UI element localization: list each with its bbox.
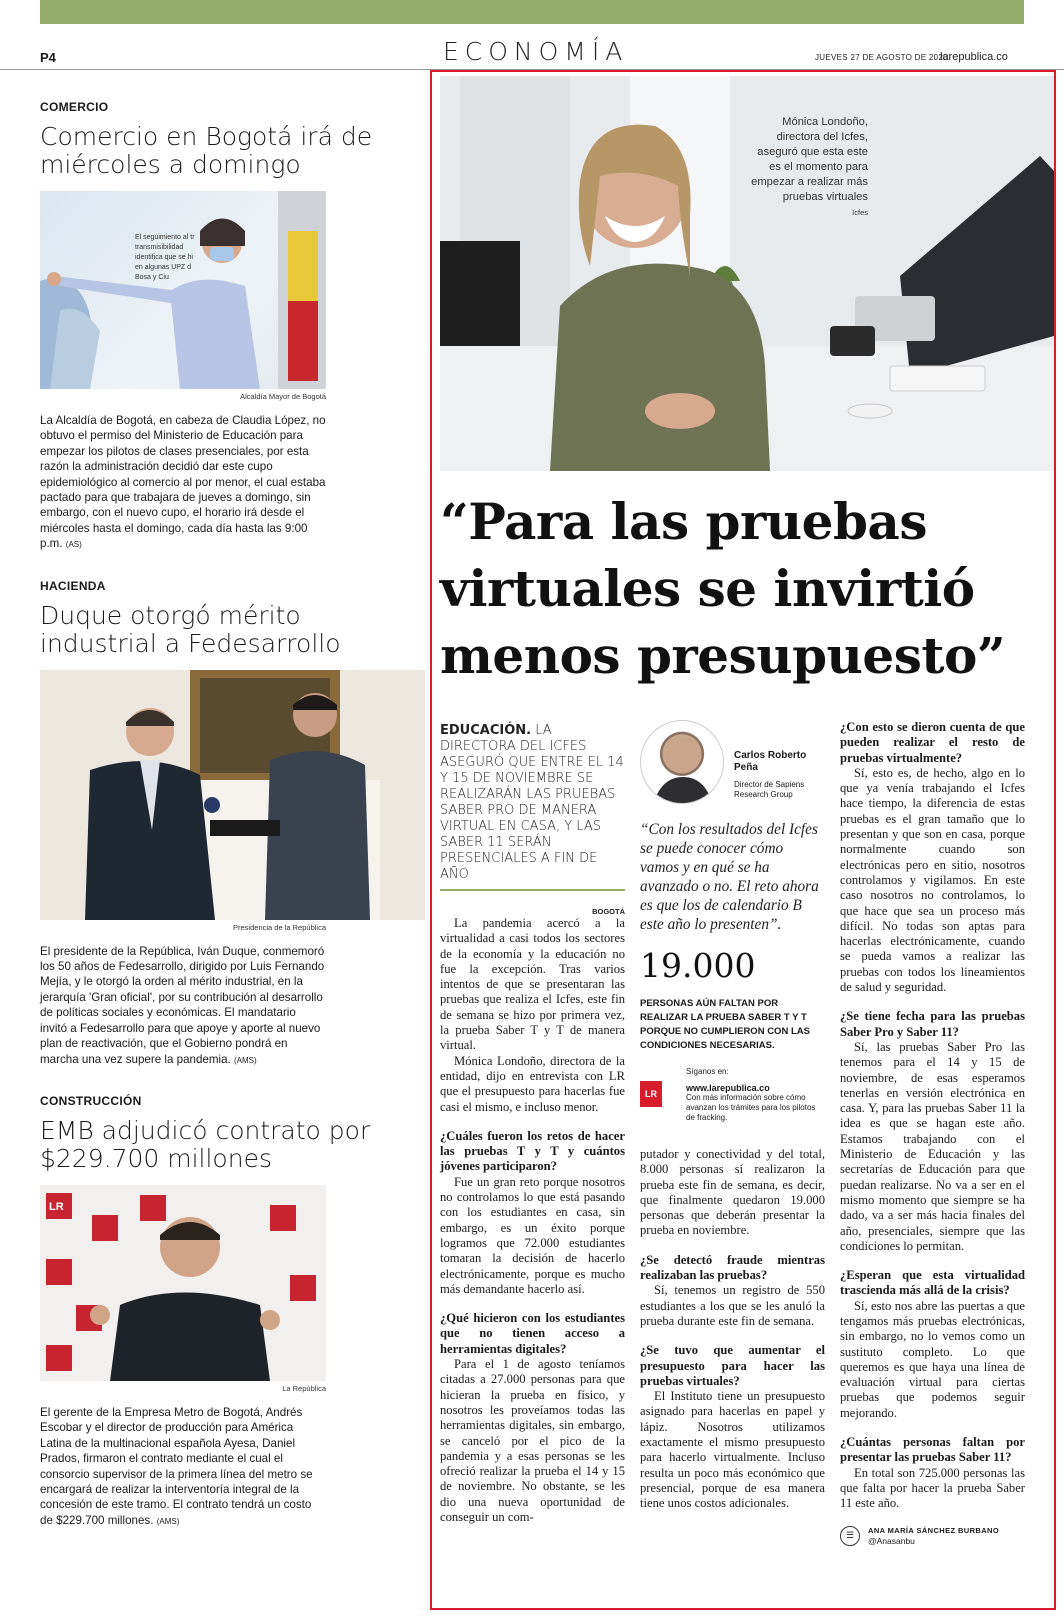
page-number: P4	[40, 50, 56, 65]
dateline-city: BOGOTÁ	[592, 907, 625, 916]
brief-headline: EMB adjudicó contrato por $229.700 millones	[40, 1115, 371, 1173]
hero-caption: Mónica Londoño, directora del Icfes, aseguró que esta este es el momento para empezar a realizar más pruebas virtuales Icfes	[748, 115, 868, 220]
photo-credit: Alcaldía Mayor de Bogotá	[240, 392, 326, 401]
site-url[interactable]: larepublica.co	[940, 51, 1008, 63]
stat-text: PERSONAS AÚN FALTAN POR REALIZAR LA PRUEBA SABER T Y T PORQUE NO CUMPLIERON CON LAS CONDICIONES NECESARIAS.	[640, 998, 810, 1051]
stat-number: 19.000	[640, 946, 756, 985]
interview-question: ¿Esperan que esta virtualidad trascienda más allá de la crisis?	[840, 1268, 1025, 1298]
brief-hacienda	[40, 579, 425, 1068]
interview-question: ¿Se tuvo que aumentar el presupuesto para hacer las pruebas virtuales?	[640, 1343, 825, 1388]
issue-date: JUEVES 27 DE AGOSTO DE 2020	[815, 53, 948, 62]
article-column-1	[440, 723, 625, 1525]
mayor-illustration	[40, 191, 326, 389]
interview-answer: El Instituto tiene un presupuesto asignado para hacerlas en papel y lápiz. Nosotros utilizamos exactamente el mismo presupuesto para hacerlo virtualmente. Incluso resulta un poco más económico que presencial, porque de esa manera tiene unos costos adicionales.	[640, 1389, 825, 1511]
top-color-bar	[40, 0, 1024, 24]
svg-text:Bosa y Ciu: Bosa y Ciu	[135, 274, 169, 281]
brief-body: El presidente de la República, Iván Duque, conmemoró los 50 años de Fedesarrollo, dirigido por Luis Fernando Mejía, y le otorgó la orden al mérito industrial, en la jerarquía 'Gran oficial', por su contribución al desarrollo de políticas sociales y económicas. El mandatario invitó a Fedesarrollo para que apoye y aporte al nuevo plan de reactivación, que el Gobierno pondrá en marcha una vez supere la pandemia. (AMS)	[40, 944, 325, 1066]
interview-question: ¿Se detectó fraude mientras realizaban las pruebas?	[640, 1252, 825, 1283]
map-screen-text: El seguimiento al tr	[135, 234, 195, 241]
interview-answer: Sí, esto nos abre las puertas a que tengamos más pruebas electrónicas, sin embargo, no lo vemos como un sustituto completo. Lo que queremos es que haya una línea de evaluación virtual para ciertas pruebas que podemos seguir mejorando.	[840, 1298, 1025, 1420]
expert-quote: “Con los resultados del Icfes se puede conocer cómo vamos y en qué se ha avanzado o no. El reto ahora es que los de calendario B este año lo presenten”.	[640, 821, 819, 933]
expert-name: Carlos Roberto Peña Director de Sapiens Research Group	[734, 750, 825, 800]
interview-answer: Sí, tenemos un registro de 550 estudiantes a los que se les anuló la prueba durante este fin de semana.	[640, 1283, 825, 1328]
expert-role: Director de Sapiens Research Group	[734, 780, 805, 799]
article-deck	[440, 723, 625, 891]
duque-award-photo	[40, 670, 425, 920]
follow-label: Síganos en:	[686, 1067, 729, 1076]
author-byline	[840, 1526, 1025, 1546]
comment-icon: ☰	[840, 1526, 860, 1546]
svg-text:transmisibilidad: transmisibilidad	[135, 244, 184, 251]
article-column-3	[840, 720, 1025, 1546]
author-handle[interactable]: @Anasanbu	[868, 1535, 915, 1546]
brief-construccion	[40, 1094, 425, 1529]
brief-headline: Comercio en Bogotá irá de miércoles a domingo	[40, 122, 373, 179]
follow-text	[686, 1067, 825, 1123]
svg-text:identifica que se hi: identifica que se hi	[135, 254, 193, 261]
svg-text:en algunas UPZ d: en algunas UPZ d	[135, 264, 192, 271]
hero-caption-credit: Icfes	[852, 208, 868, 217]
section-title: ECONOMÍA	[443, 37, 629, 66]
article-body-3	[840, 720, 1025, 1512]
award-illustration	[40, 670, 425, 920]
article-body-2	[640, 1147, 825, 1512]
brief-headline: Duque otorgó mérito industrial a Fedesarrollo	[40, 600, 341, 658]
interview-answer: putador y conectividad y del total, 8.000 personas sí realizaron la prueba este fin de semana, es decir, que finalmente quedaron 19.000 personas que deberán presentar la prueba en noviembre.	[640, 1147, 825, 1238]
brief-body: El gerente de la Empresa Metro de Bogotá, Andrés Escobar y el director de producción para América Latina de la multinacional española Ayesa, Daniel Prados, firmaron el contrato mediante el cual el consorcio supervisor de la primera línea del metro se encargará de realizar la interventoría integral de la concesión de este tramo. El contrato tendrá un costo de $229.700 millones. (AMS)	[40, 1405, 313, 1527]
expert-box	[640, 720, 825, 804]
mayor-photo	[40, 191, 326, 389]
lr-backdrop-illustration	[40, 1185, 326, 1381]
photo-credit: Presidencia de la República	[233, 922, 326, 932]
lr-logo-icon: LR	[640, 1081, 662, 1107]
author-name: ANA MARÍA SÁNCHEZ BURBANO @Anasanbu	[868, 1525, 1000, 1546]
follow-note: Con más información sobre cómo avanzan los trámites para los pilotos de fracking.	[686, 1093, 816, 1122]
emb-manager-photo	[40, 1185, 326, 1381]
photo-credit: La República	[282, 1383, 326, 1393]
interview-question: ¿Se tiene fecha para las pruebas Saber Pro y Saber 11?	[840, 1009, 1025, 1039]
interview-answer: Sí, las pruebas Saber Pro las tenemos para el 14 y 15 de noviembre, de esas esperamos tenerlas en versión electrónica en casa. Y, para las pruebas Saber 11 la idea es que se hagan este año. Estamos trabajando con el Ministerio de Educación y las secretarías de Educación para que puedan realizarse. No va a ser en el mismo momento que siempre se ha dado, va a ser más hacia finales del año, presenciales, siempre que las condiciones lo permitan.	[840, 1039, 1025, 1253]
deck-kicker: EDUCACIÓN.	[440, 723, 532, 738]
deck-text: LA DIRECTORA DEL ICFES ASEGURÓ QUE ENTRE EL 14 Y 15 DE NOVIEMBRE SE REALIZARÁN LAS PRUEBAS SABER PRO DE MANERA VIRTUAL EN CASA, Y LAS SABER 11 SERÁN PRESENCIALES A FIN DE AÑO	[440, 723, 624, 882]
interview-question: ¿Con esto se dieron cuenta de que pueden realizar el resto de pruebas virtualmente?	[840, 720, 1025, 765]
interview-answer: En total son 725.000 personas las que falta por hacer la prueba Saber 11 este año.	[840, 1465, 1025, 1511]
brief-kicker: COMERCIO	[40, 100, 109, 114]
brief-comercio	[40, 100, 425, 553]
interview-answer: Sí, esto es, de hecho, algo en lo que ya venía trabajando el Icfes hace tiempo, la diferencia de estas pruebas es el gran tamaño que lo presentan y que son en casa, porque normalmente cuando son electrónicas pero en sitio, nosotros controlamos y vigilamos. En este caso nosotros no controlamos, lo que hace que sea un proceso más difícil. No todas son aptas para hacerlas electrónicamente, cuando se pueda vamos a realizar las pruebas con todos los lineamientos de salud y seguridad.	[840, 765, 1025, 995]
lr-logo-text: LR	[49, 1200, 64, 1213]
paragraph: Mónica Londoño, directora de la entidad, dijo en entrevista con LR que el presupuesto para hacerlas fue casi el mismo, e incluso menor.	[440, 1053, 625, 1114]
interview-question: ¿Qué hicieron con los estudiantes que no tienen acceso a herramientas digitales?	[440, 1311, 625, 1356]
interview-question: ¿Cuántas personas faltan por presentar las pruebas Saber 11?	[840, 1435, 1025, 1465]
brief-body: La Alcaldía de Bogotá, en cabeza de Claudia López, no obtuvo el permiso del Ministerio de Educación para empezar los pilotos de clases presenciales, por esta razón la administración decidió dar este cupo epidemiológico al comercio al por menor, el cual estaba pactado para que trabajara de jueves a domingo, sin embargo, con el nuevo cupo, el horario irá desde el miércoles hasta el domingo, cada día hasta las 9:00 p.m. (AS)	[40, 414, 326, 551]
interview-question: ¿Cuáles fueron los retos de hacer las pruebas T y T y cuántos jóvenes participaron?	[440, 1128, 625, 1174]
londono-photo	[440, 76, 1054, 471]
follow-link[interactable]: www.larepublica.co	[686, 1083, 770, 1093]
interview-answer: Fue un gran reto porque nosotros no controlamos lo que está pasando con los estudiantes en casa, sin embargo, es un éxito porque logramos que 72.000 estudiantes tomaran la decisión de hacerlo electrónicamente, porque es mucho más demandante hacerlo así.	[440, 1174, 625, 1296]
article-body-1	[440, 916, 625, 1525]
left-briefs-column	[40, 100, 425, 1529]
article-column-2	[640, 720, 825, 1512]
brief-kicker: HACIENDA	[40, 578, 106, 593]
interview-answer: Para el 1 de agosto teníamos citadas a 27.000 personas para que hicieran la prueba en físico, y nosotros les proveíamos todas las herramientas digitales, sin embargo, se canceló por el pico de la pandemia y a esas personas se les ofreció realizar la prueba el 14 y 15 de noviembre. No obstante, se les dio una nueva oportunidad de conseguir un com-	[440, 1357, 625, 1524]
paragraph: La pandemia acercó a la virtualidad a casi todos los sectores de la economía y la educación no fue la excepción. Tras varios intentos de que se presentaran las pruebas que realiza el Icfes, este fin de semana se hizo por primera vez, la prueba Saber T y T de manera virtual.	[440, 916, 625, 1053]
expert-avatar	[640, 720, 724, 804]
follow-us-box	[640, 1067, 825, 1123]
brief-kicker: CONSTRUCCIÓN	[40, 1093, 142, 1108]
main-headline: “Para las pruebas virtuales se invirtió menos presupuesto”	[440, 492, 1006, 685]
office-portrait-illustration	[440, 76, 1054, 471]
